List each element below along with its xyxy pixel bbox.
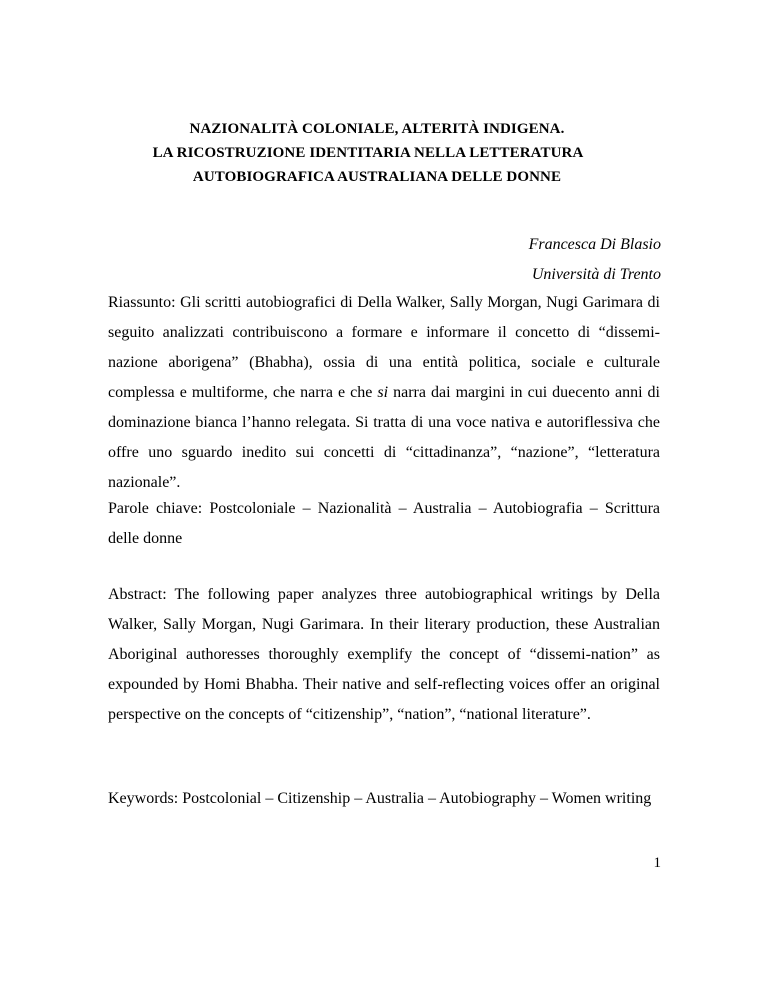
parole-chiave-label: Parole chiave: <box>108 500 203 517</box>
title-line-3: AUTOBIOGRAFICA AUSTRALIANA DELLE DONNE <box>192 169 562 185</box>
riassunto-italic-word: si <box>377 384 389 401</box>
title-line-2: LA RICOSTRUZIONE IDENTITARIA NELLA LETTERATURA <box>152 145 584 161</box>
parole-chiave-text: Postcoloniale – Nazionalità – Australia – Autobiografia – Scrittura delle donne <box>108 500 660 547</box>
author-block <box>529 230 661 290</box>
keywords-text: Postcolonial – Citizenship – Australia – Autobiography – Women writing <box>178 790 652 807</box>
paper-title <box>0 117 768 189</box>
abstract-paragraph <box>108 580 660 730</box>
parole-chiave-paragraph <box>108 494 660 554</box>
riassunto-label: Riassunto: <box>108 294 176 311</box>
keywords-label: Keywords: <box>108 790 179 807</box>
author-affiliation: Università di Trento <box>531 266 661 283</box>
title-line-1: NAZIONALITÀ COLONIALE, ALTERITÀ INDIGENA. <box>189 121 565 137</box>
riassunto-paragraph <box>108 288 660 498</box>
page-number: 1 <box>653 855 661 871</box>
abstract-label: Abstract: <box>108 586 167 603</box>
riassunto-text-2: narra dai margini in cui duecento anni di dominazione bianca l’hanno relegata. Si tratta di una voce nativa e autoriflessiva che offre uno sguardo inedito sui concetti di “cittadinanza”, “nazione”, “letteratura nazionale”. <box>108 384 660 491</box>
author-name: Francesca Di Blasio <box>528 236 661 253</box>
abstract-text: The following paper analyzes three autobiographical writings by Della Walker, Sally Morgan, Nugi Garimara. In their literary production, these Australian Aboriginal authoresses thoroughly exemplify the concept of “dissemi-nation” as expounded by Homi Bhabha. Their native and self-reflecting voices offer an original perspective on the concepts of “citizenship”, “nation”, “national literature”. <box>108 586 660 723</box>
keywords-paragraph <box>108 784 660 814</box>
riassunto-text-1: Gli scritti autobiografici di Della Walker, Sally Morgan, Nugi Garimara di seguito analizzati contribuiscono a formare e informare il concetto di “dissemi-nazione aborigena” (Bhabha), ossia di una entità politica, sociale e culturale complessa e multiforme, che narra e che <box>108 294 660 401</box>
